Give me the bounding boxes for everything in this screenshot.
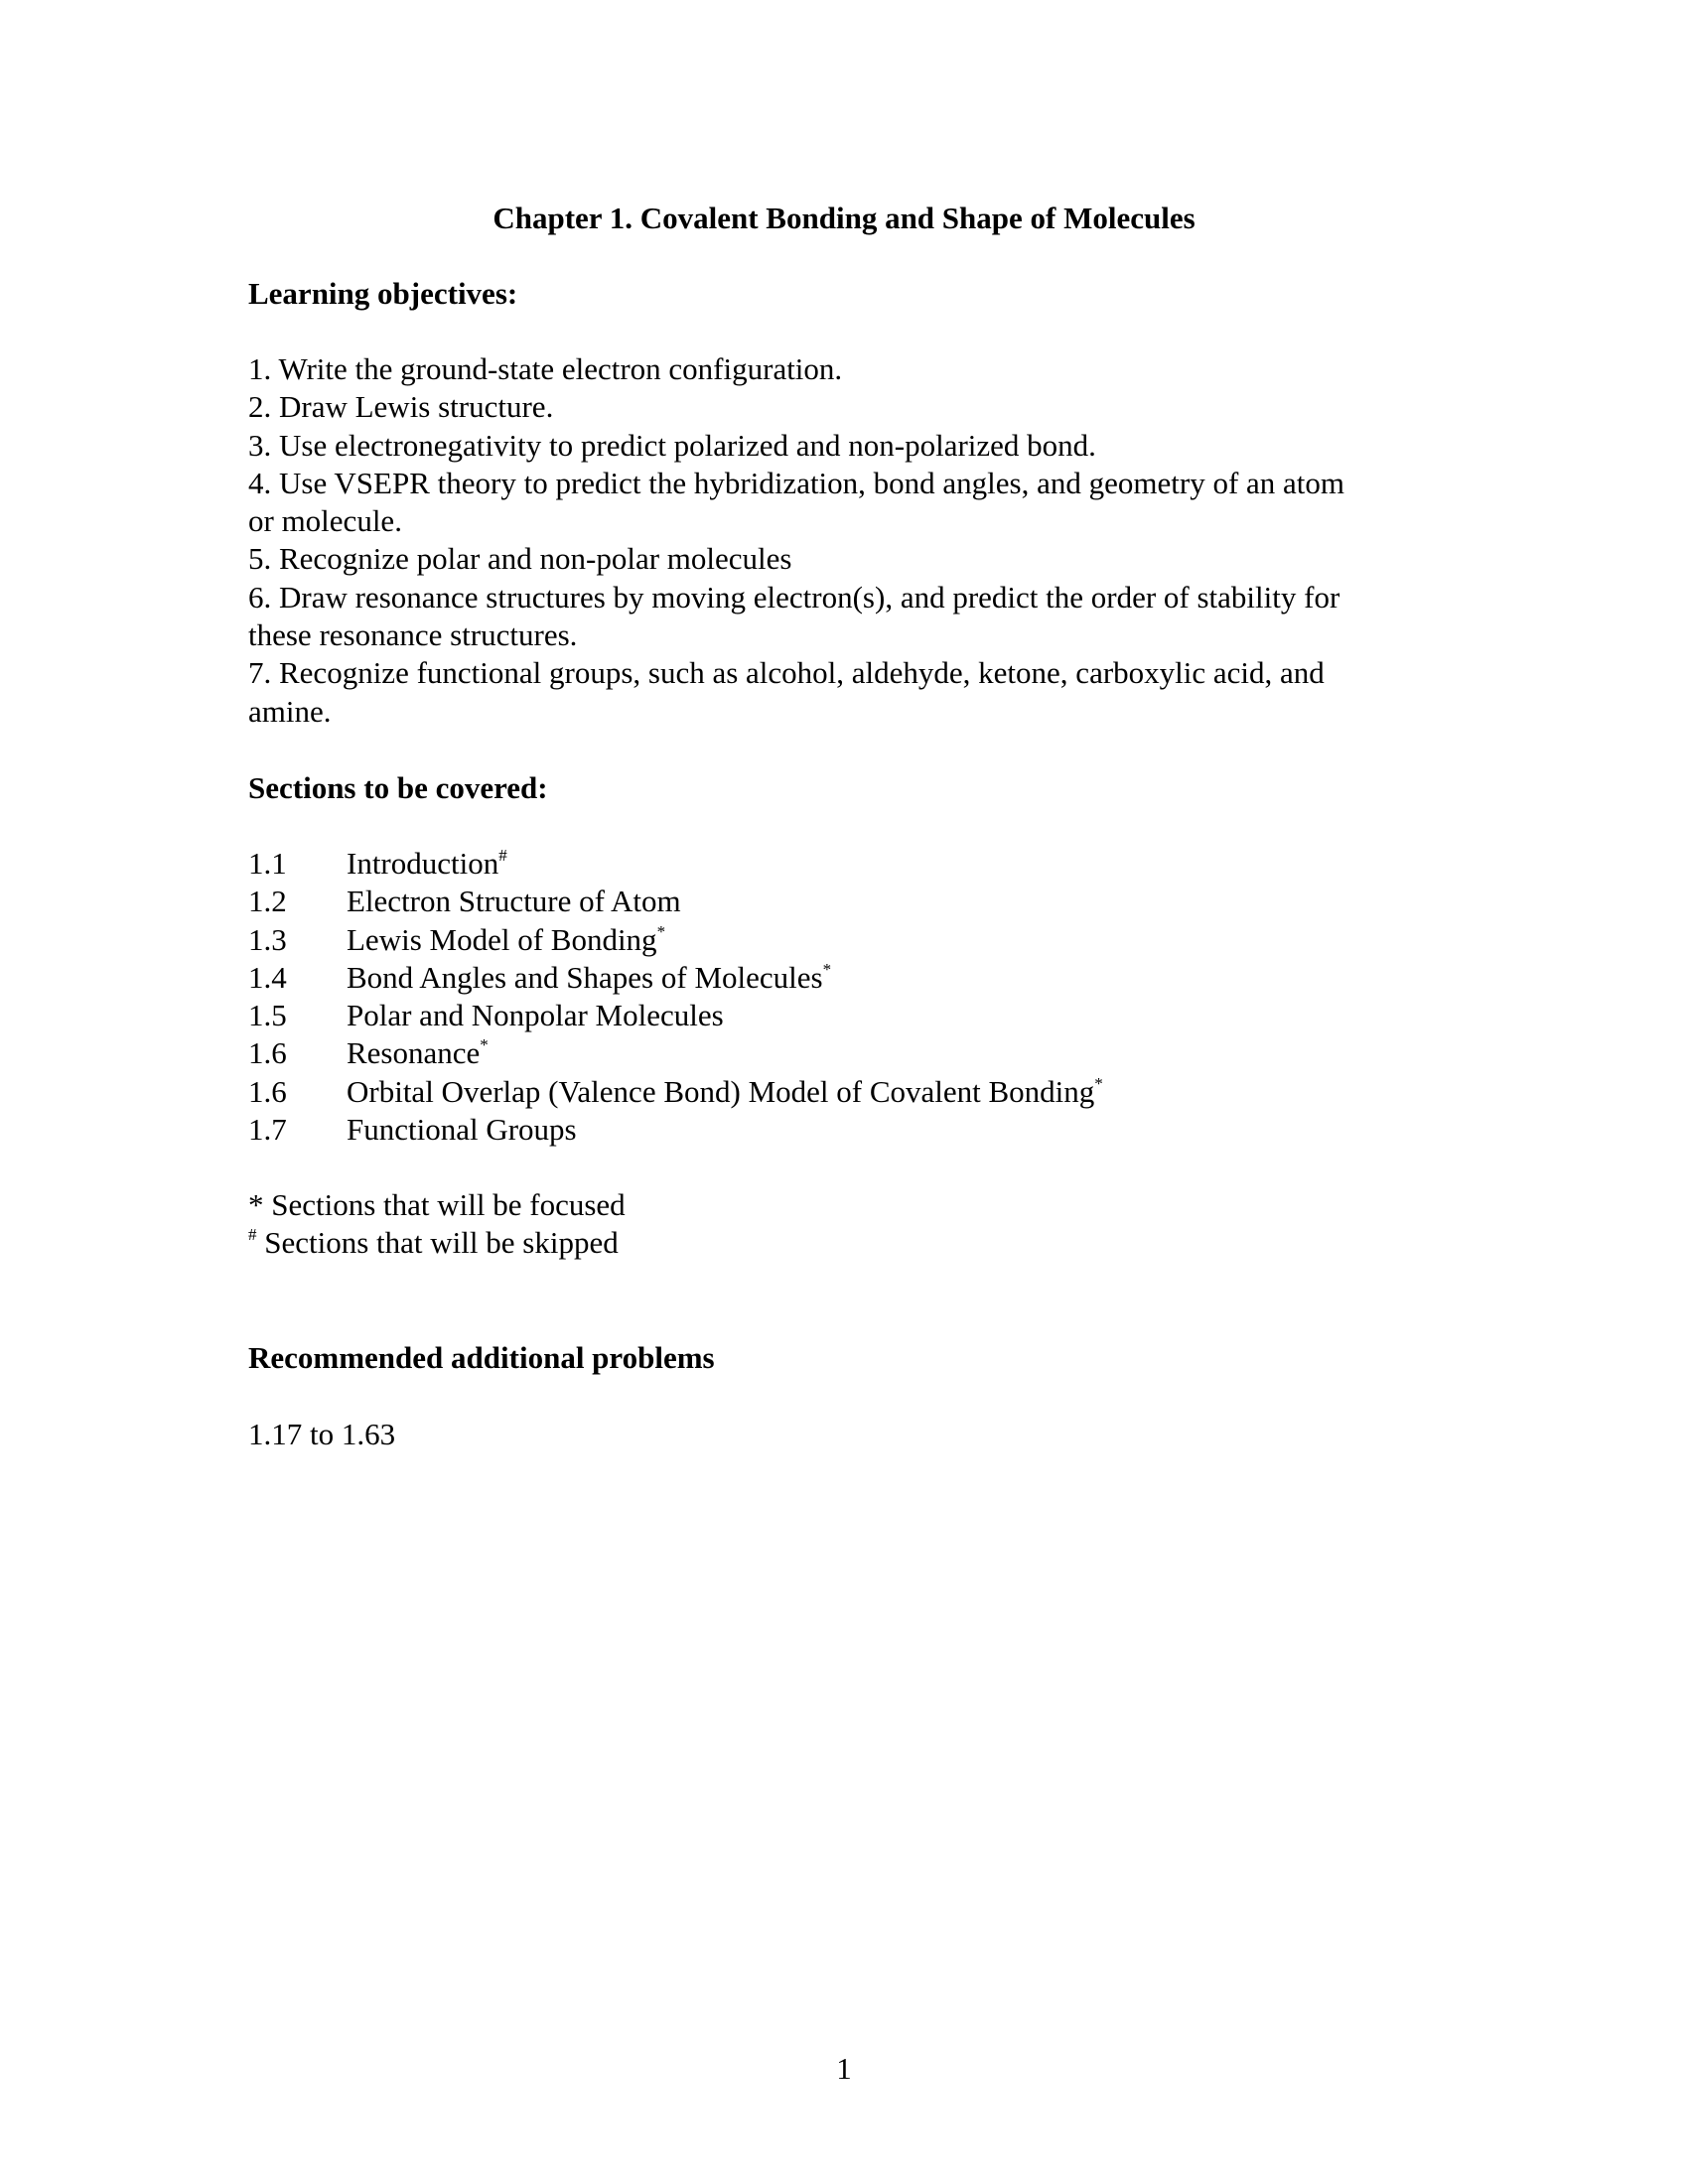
learning-objectives-list — [248, 350, 1460, 731]
section-row — [248, 921, 1440, 959]
section-title — [347, 1111, 577, 1149]
section-row — [248, 1073, 1440, 1111]
section-title — [347, 883, 681, 920]
section-title-text: Polar and Nonpolar Molecules — [347, 998, 724, 1033]
objective-line: 6. Draw resonance structures by moving electron(s), and predict the order of stability for — [248, 579, 1340, 614]
objective-line: these resonance structures. — [248, 617, 578, 653]
objective-line: 4. Use VSEPR theory to predict the hybridization, bond angles, and geometry of an atom — [248, 465, 1345, 500]
section-mark: # — [498, 846, 507, 865]
section-title-text: Introduction — [347, 846, 499, 881]
section-title-text: Bond Angles and Shapes of Molecules — [347, 959, 823, 995]
objective-line: 2. Draw Lewis structure. — [248, 389, 554, 425]
section-title — [347, 997, 724, 1034]
note-skipped-mark: # — [248, 1225, 257, 1245]
section-title-text: Resonance — [347, 1035, 481, 1071]
section-mark: * — [1094, 1073, 1103, 1093]
section-number: 1.6 — [248, 1073, 287, 1109]
sections-heading: Sections to be covered: — [248, 770, 548, 805]
section-row — [248, 883, 1440, 920]
section-title-text: Orbital Overlap (Valence Bond) Model of Covalent Bonding — [347, 1073, 1095, 1109]
section-title — [347, 845, 507, 883]
section-title — [347, 921, 665, 959]
problems-heading: Recommended additional problems — [248, 1340, 715, 1375]
objective-line: amine. — [248, 693, 332, 729]
problems-range: 1.17 to 1.63 — [248, 1417, 396, 1451]
objective-line: 7. Recognize functional groups, such as alcohol, aldehyde, ketone, carboxylic acid, and — [248, 655, 1325, 691]
section-title — [347, 1034, 489, 1072]
section-number: 1.3 — [248, 921, 287, 957]
learning-objectives-heading: Learning objectives: — [248, 276, 518, 311]
objective-line: 5. Recognize polar and non-polar molecules — [248, 541, 792, 577]
note-focused-mark: * — [248, 1187, 264, 1222]
note-focused-text: Sections that will be focused — [263, 1187, 626, 1222]
section-row — [248, 1034, 1440, 1072]
section-row — [248, 845, 1440, 883]
section-row — [248, 959, 1440, 997]
section-title-text: Electron Structure of Atom — [347, 884, 681, 919]
section-mark: * — [822, 959, 832, 979]
chapter-title: Chapter 1. Covalent Bonding and Shape of Molecules — [492, 201, 1196, 235]
section-mark: * — [480, 1035, 489, 1055]
section-number: 1.5 — [248, 998, 287, 1033]
section-number: 1.4 — [248, 959, 287, 995]
section-number: 1.1 — [248, 846, 287, 881]
section-row — [248, 997, 1440, 1034]
section-title-text: Functional Groups — [347, 1112, 577, 1148]
section-mark: * — [656, 921, 666, 941]
section-title-text: Lewis Model of Bonding — [347, 921, 657, 957]
section-row — [248, 1111, 1440, 1149]
page-number: 1 — [836, 2051, 852, 2086]
objective-line: 3. Use electronegativity to predict polarized and non-polarized bond. — [248, 427, 1096, 463]
section-number: 1.7 — [248, 1112, 287, 1148]
objective-line: or molecule. — [248, 503, 402, 539]
sections-list — [248, 845, 1440, 1149]
note-skipped — [248, 1224, 626, 1262]
section-number: 1.6 — [248, 1035, 287, 1071]
note-focused — [248, 1186, 626, 1224]
note-skipped-text: Sections that will be skipped — [256, 1225, 619, 1261]
legend-notes — [248, 1186, 626, 1263]
section-title — [347, 959, 831, 997]
section-title — [347, 1073, 1103, 1111]
objective-line: 1. Write the ground-state electron configuration. — [248, 351, 843, 386]
section-number: 1.2 — [248, 884, 287, 919]
